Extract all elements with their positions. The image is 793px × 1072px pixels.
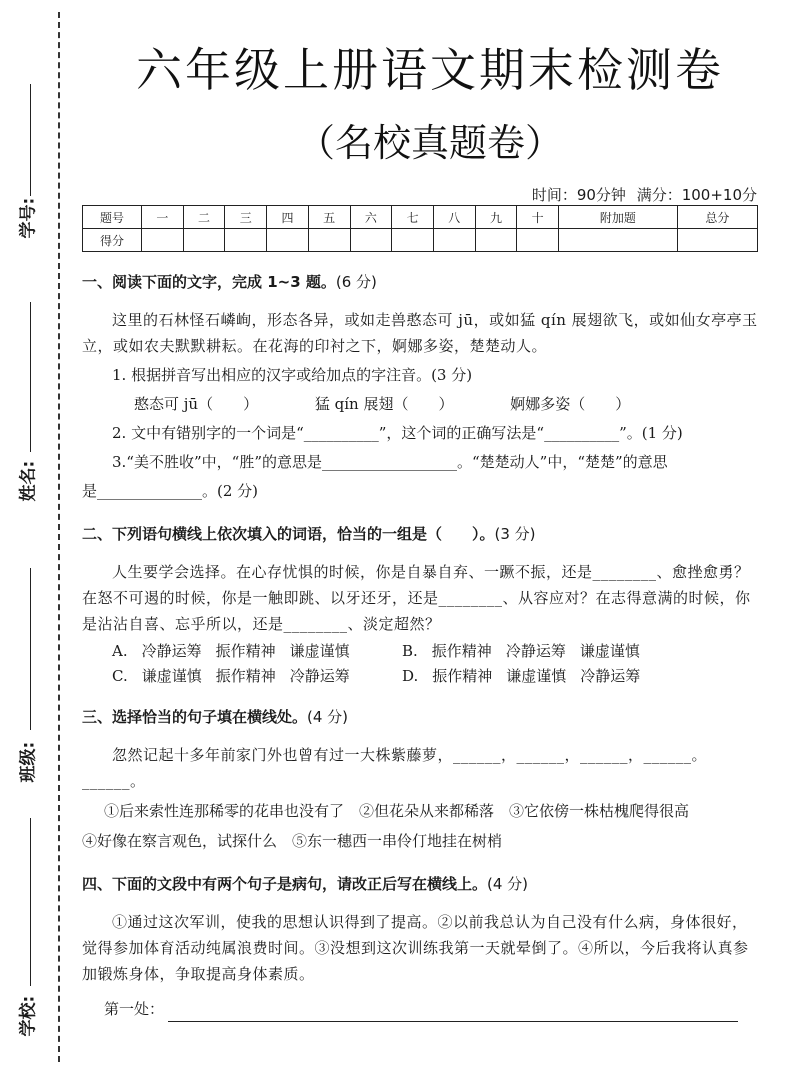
section-1	[82, 270, 762, 504]
score-cell[interactable]	[475, 229, 517, 252]
section-2-options	[82, 639, 762, 689]
score-cell[interactable]	[392, 229, 434, 252]
answer-1-label: 第一处：	[104, 1000, 165, 1018]
section-4-heading: 四、下面的文段中有两个句子是病句，请改正后写在横线上。	[82, 875, 488, 893]
score-cell[interactable]	[183, 229, 225, 252]
option-word: 谦虚谨慎	[141, 667, 202, 685]
binding-margin	[0, 0, 58, 1072]
section-3-passage[interactable]: 忽然记起十多年前家门外也曾有过一大株紫藤萝，______，______，______，______。______。	[82, 746, 708, 790]
section-3-choices-line-1: ①后来索性连那稀零的花串也没有了 ②但花朵从来都稀落 ③它依傍一株枯槐爬得很高	[104, 802, 690, 820]
section-4-passage: ①通过这次军训，使我的思想认识得到了提高。②以前我总认为自己没有什么病，身体很好，觉得参加体育活动纯属浪费时间。③没想到这次训练我第一天就晕倒了。④所以，今后我将认真参加锻炼身体，争取提高身体素质。	[82, 913, 749, 983]
score-header-cell: 六	[350, 206, 392, 229]
class-label: 班级:	[18, 741, 39, 783]
score-header-cell: 一	[142, 206, 184, 229]
score-cell[interactable]	[308, 229, 350, 252]
score-header-cell: 九	[475, 206, 517, 229]
student-name-line	[30, 302, 31, 452]
exam-content	[82, 270, 762, 1022]
student-name-label: 姓名:	[18, 460, 39, 502]
section-1-passage: 这里的石林怪石嶙峋，形态各异，或如走兽憨态可 jū，或如猛 qín 展翅欲飞，或如仙女亭亭玉立，或如农夫默默耕耘。在花海的印衬之下，婀娜多姿，楚楚动人。	[82, 311, 758, 355]
option-word: 谦虚谨慎	[506, 667, 567, 685]
section-2-heading: 二、下列语句横线上依次填入的词语，恰当的一组是（ ）。	[82, 525, 495, 543]
section-3-points: (4 分)	[307, 708, 349, 726]
section-3-choices-line-2: ④好像在察言观色，试探什么 ⑤东一穗西一串伶仃地挂在树梢	[82, 832, 503, 850]
option-key: A.	[112, 642, 128, 660]
option-c[interactable]	[112, 664, 402, 689]
section-1-points: (6 分)	[335, 273, 377, 291]
score-header-cell: 附加题	[559, 206, 678, 229]
school-label: 学校:	[18, 995, 39, 1037]
score-cell[interactable]	[559, 229, 678, 252]
cut-line	[58, 12, 60, 1062]
q1-item[interactable]: 猛 qín 展翅（ ）	[314, 395, 454, 413]
section-1-heading: 一、阅读下面的文字，完成 1~3 题。	[82, 273, 336, 291]
question-2[interactable]: 2. 文中有错别字的一个词是“__________”，这个词的正确写法是“__________”。(1 分)	[112, 424, 683, 442]
score-header-cell: 五	[308, 206, 350, 229]
option-word: 冷静运筹	[505, 642, 566, 660]
option-word: 振作精神	[215, 642, 276, 660]
section-2-points: (3 分)	[494, 525, 536, 543]
score-header-cell: 总分	[677, 206, 757, 229]
option-word: 谦虚谨慎	[579, 642, 640, 660]
section-4	[82, 872, 762, 1022]
option-word: 冷静运筹	[141, 642, 202, 660]
score-header-cell: 四	[267, 206, 309, 229]
score-cell[interactable]	[350, 229, 392, 252]
score-cell[interactable]	[142, 229, 184, 252]
score-table-header-row	[83, 206, 758, 229]
option-d[interactable]	[402, 664, 692, 689]
section-2-title	[82, 522, 762, 547]
question-3-line-2[interactable]: 是______________。(2 分)	[82, 482, 259, 500]
section-3-title	[82, 705, 762, 730]
score-header-cell: 七	[392, 206, 434, 229]
score-cell[interactable]	[433, 229, 475, 252]
score-header-cell: 题号	[83, 206, 142, 229]
section-4-title	[82, 872, 762, 897]
option-word: 冷静运筹	[289, 667, 350, 685]
school-line	[30, 818, 31, 986]
exam-subtitle: （名校真题卷）	[296, 121, 563, 165]
class-line	[30, 568, 31, 730]
option-key: B.	[402, 642, 418, 660]
answer-1-rule[interactable]	[168, 1005, 738, 1022]
score-table-score-row	[83, 229, 758, 252]
section-1-title	[82, 270, 762, 295]
student-id-label: 学号:	[18, 197, 39, 239]
exam-info	[526, 184, 757, 205]
exam-full-score: 满分：100+10分	[636, 186, 757, 204]
answer-1-line[interactable]	[82, 997, 762, 1022]
score-table	[82, 205, 758, 252]
option-a[interactable]	[112, 639, 402, 664]
q1-item[interactable]: 婀娜多姿（ ）	[510, 395, 631, 413]
section-3-heading: 三、选择恰当的句子填在横线处。	[82, 708, 308, 726]
exam-time: 时间：90分钟	[531, 186, 626, 204]
option-word: 振作精神	[431, 642, 492, 660]
score-header-cell: 八	[433, 206, 475, 229]
option-word: 冷静运筹	[580, 667, 641, 685]
section-3	[82, 705, 762, 854]
score-cell[interactable]	[267, 229, 309, 252]
section-2	[82, 522, 762, 689]
question-1: 1. 根据拼音写出相应的汉字或给加点的字注音。(3 分)	[112, 366, 473, 384]
student-id-line	[30, 84, 31, 196]
option-word: 振作精神	[215, 667, 276, 685]
score-header-cell: 二	[183, 206, 225, 229]
score-row-label: 得分	[83, 229, 142, 252]
section-4-points: (4 分)	[487, 875, 529, 893]
option-word: 振作精神	[432, 667, 493, 685]
question-3-line-1[interactable]: 3.“美不胜收”中，“胜”的意思是__________________。“楚楚动人”中，“楚楚”的意思	[112, 453, 668, 471]
score-header-cell: 三	[225, 206, 267, 229]
option-key: D.	[402, 667, 419, 685]
option-b[interactable]	[402, 639, 692, 664]
score-cell[interactable]	[677, 229, 757, 252]
option-word: 谦虚谨慎	[289, 642, 350, 660]
score-cell[interactable]	[225, 229, 267, 252]
section-2-passage: 人生要学会选择。在心存忧惧的时候，你是自暴自弃、一蹶不振，还是________、愈挫愈勇？在怒不可遏的时候，你是一触即跳、以牙还牙，还是________、从容应对？在志得意满的时候，你是沾沾自喜、忘乎所以，还是________、淡定超然？	[82, 563, 751, 633]
option-key: C.	[112, 667, 128, 685]
exam-title: 六年级上册语文期末检测卷	[136, 43, 724, 97]
q1-item[interactable]: 憨态可 jū（ ）	[134, 395, 259, 413]
score-header-cell: 十	[517, 206, 559, 229]
score-cell[interactable]	[517, 229, 559, 252]
question-1-items	[82, 392, 762, 417]
